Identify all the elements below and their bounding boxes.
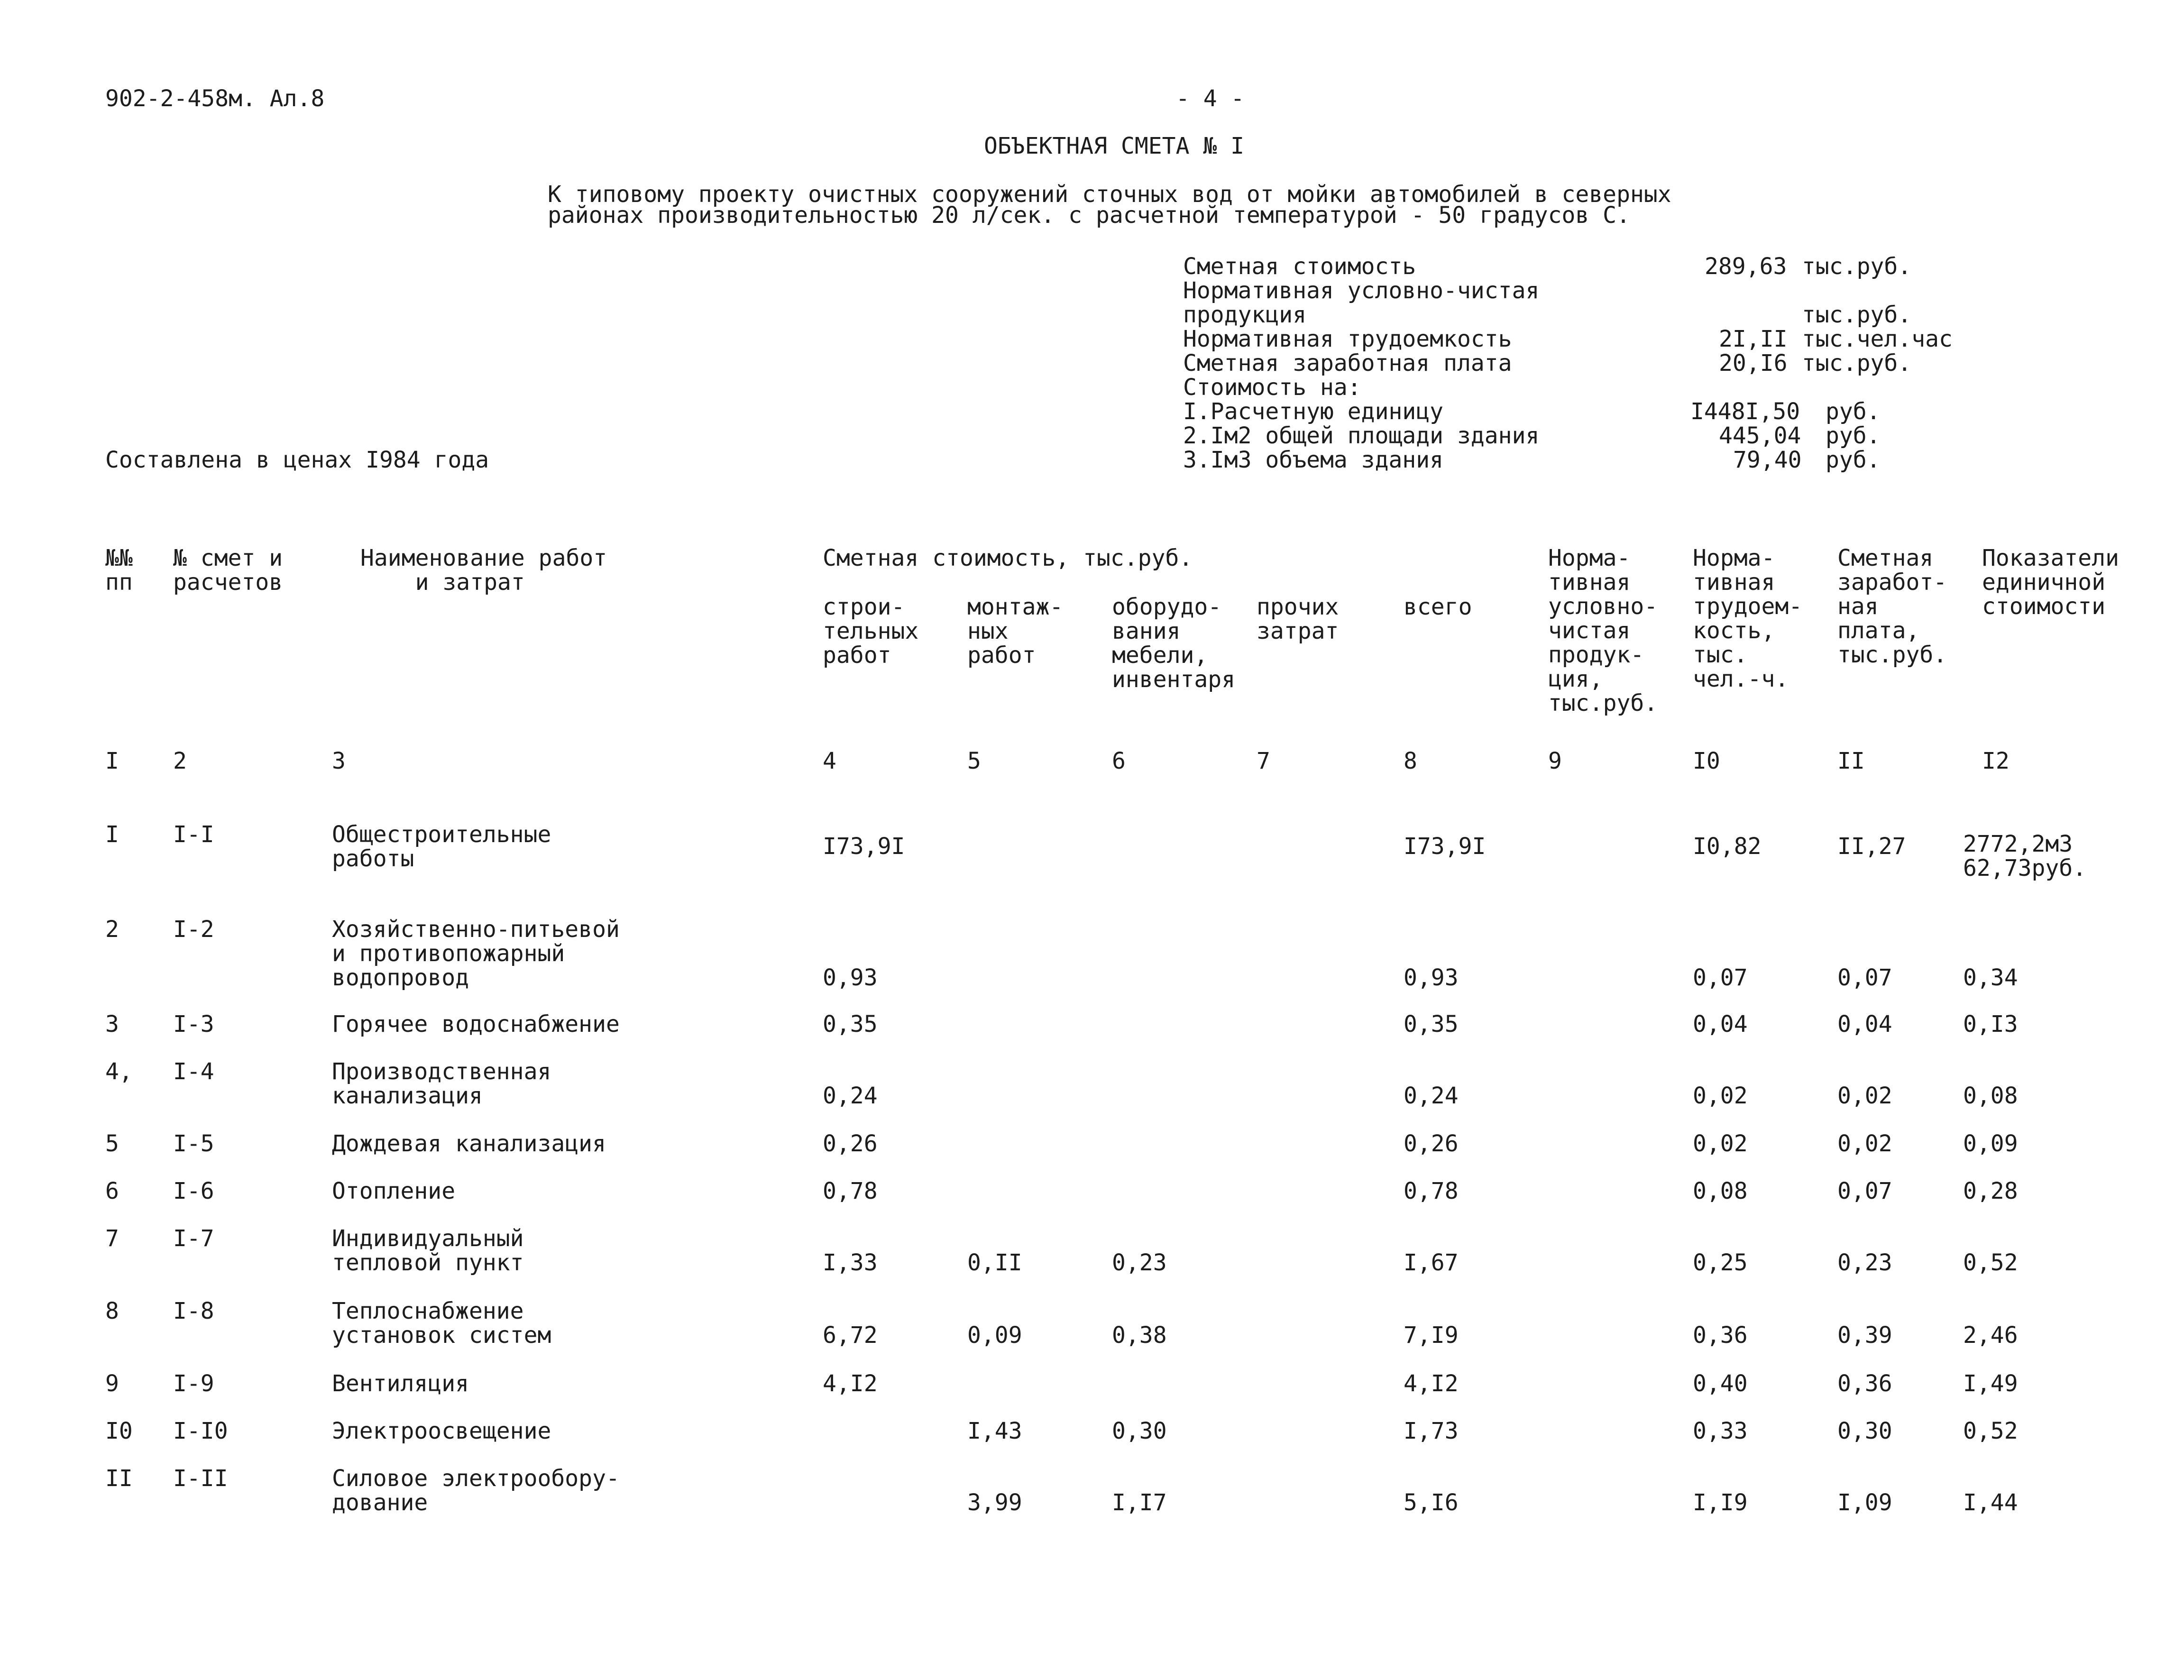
row-unit-indicator: I,44	[1963, 1489, 2018, 1516]
row-wage: 0,02	[1837, 1083, 1892, 1109]
row-work-name: Электроосвещение	[332, 1418, 551, 1444]
summary-product-label: Нормативная условно-чистая продукция	[1183, 277, 1540, 328]
summary-labor-unit: тыс.чел.час	[1802, 326, 1953, 352]
row-unit-indicator: I,49	[1963, 1370, 2018, 1397]
row-construction-cost: I73,9I	[823, 833, 905, 860]
row-wage: II,27	[1837, 833, 1906, 860]
row-wage: 0,30	[1837, 1418, 1892, 1444]
row-estimate-code: I-II	[173, 1465, 228, 1492]
row-labor: 0,02	[1693, 1130, 1748, 1157]
row-labor: 0,07	[1693, 964, 1748, 991]
row-work-name: Силовое электрообору- дование	[332, 1465, 620, 1516]
column-number: 6	[1112, 748, 1126, 774]
row-labor: 0,40	[1693, 1370, 1748, 1397]
column-number: 9	[1548, 748, 1562, 774]
summary-cost-value: 289,63	[1705, 253, 1787, 280]
row-labor: 0,04	[1693, 1011, 1748, 1037]
summary-product-unit: тыс.руб.	[1802, 302, 1912, 328]
row-total-cost: 0,24	[1404, 1083, 1459, 1109]
row-estimate-code: I-9	[173, 1370, 214, 1397]
row-estimate-code: I-I0	[173, 1418, 228, 1444]
row-construction-cost: 0,35	[823, 1011, 878, 1037]
header-col-total: всего	[1404, 594, 1472, 620]
column-number: 3	[332, 748, 346, 774]
row-construction-cost: 4,I2	[823, 1370, 878, 1397]
summary-cost-unit: тыс.руб.	[1802, 253, 1912, 280]
row-labor: 0,08	[1693, 1178, 1748, 1204]
row-number: 8	[105, 1298, 119, 1324]
header-cost-group: Сметная стоимость, тыс.руб.	[823, 545, 1193, 571]
row-number: II	[105, 1465, 133, 1492]
summary-cost-label: Сметная стоимость	[1183, 253, 1416, 280]
row-number: 4,	[105, 1058, 133, 1085]
row-labor: 0,36	[1693, 1322, 1748, 1349]
row-wage: 0,07	[1837, 1178, 1892, 1204]
document-subtitle: К типовому проекту очистных сооружений сточных вод от мойки автомобилей в северных районах производительностью 20 л/сек. с расчетной температурой - 50 градусов С.	[548, 181, 1671, 229]
document-code: 902-2-458м. Ал.8	[105, 85, 325, 112]
summary-unit2-value: 445,04	[1719, 422, 1801, 449]
row-work-name: Производственная канализация	[332, 1058, 551, 1109]
row-total-cost: I73,9I	[1404, 833, 1486, 860]
row-work-name: Вентиляция	[332, 1370, 469, 1397]
row-total-cost: 0,26	[1404, 1130, 1459, 1157]
header-col-construction: строи- тельных работ	[823, 594, 919, 669]
row-number: 3	[105, 1011, 119, 1037]
summary-unit3-value: 79,40	[1733, 447, 1802, 473]
column-number: I0	[1693, 748, 1720, 774]
column-number: II	[1837, 748, 1865, 774]
row-unit-indicator: 2772,2м3 62,73руб.	[1963, 831, 2087, 882]
row-total-cost: 5,I6	[1404, 1489, 1459, 1516]
row-work-name: Хозяйственно-питьевой и противопожарный водопровод	[332, 916, 620, 991]
row-estimate-code: I-I	[173, 821, 214, 848]
page-number: - 4 -	[1176, 85, 1245, 112]
row-unit-indicator: 0,52	[1963, 1249, 2018, 1276]
row-construction-cost: 6,72	[823, 1322, 878, 1349]
summary-wage-label: Сметная заработная плата	[1183, 350, 1512, 376]
header-col-number: №№ пп	[105, 545, 133, 596]
row-construction-cost: 0,24	[823, 1083, 878, 1109]
row-equipment-cost: I,I7	[1112, 1489, 1167, 1516]
row-total-cost: 4,I2	[1404, 1370, 1459, 1397]
row-total-cost: 7,I9	[1404, 1322, 1459, 1349]
header-col-unit-indicators: Показатели единичной стоимости	[1982, 545, 2119, 620]
row-estimate-code: I-4	[173, 1058, 214, 1085]
row-number: 6	[105, 1178, 119, 1204]
row-total-cost: I,67	[1404, 1249, 1459, 1276]
summary-unit1-label: I.Расчетную единицу	[1183, 398, 1444, 425]
row-number: 7	[105, 1225, 119, 1252]
document-title: ОБЪЕКТНАЯ СМЕТА № I	[984, 133, 1245, 159]
column-number: 5	[967, 748, 981, 774]
summary-cost-on-label: Стоимость на:	[1183, 374, 1361, 401]
summary-labor-value: 2I,II	[1719, 326, 1788, 352]
row-number: 5	[105, 1130, 119, 1157]
prices-note: Составлена в ценах I984 года	[105, 447, 489, 473]
summary-unit2-unit: руб.	[1826, 422, 1881, 449]
row-wage: 0,39	[1837, 1322, 1892, 1349]
row-wage: 0,36	[1837, 1370, 1892, 1397]
row-total-cost: I,73	[1404, 1418, 1459, 1444]
row-unit-indicator: 0,28	[1963, 1178, 2018, 1204]
header-col-net-product: Норма- тивная условно- чистая продук- ция, тыс.руб.	[1548, 545, 1658, 716]
header-col-other: прочих затрат	[1257, 594, 1339, 644]
row-unit-indicator: 0,52	[1963, 1418, 2018, 1444]
summary-labor-label: Нормативная трудоемкость	[1183, 326, 1512, 352]
column-number: I	[105, 748, 119, 774]
row-number: 2	[105, 916, 119, 943]
row-wage: 0,23	[1837, 1249, 1892, 1276]
row-work-name: Дождевая канализация	[332, 1130, 606, 1157]
summary-unit3-unit: руб.	[1826, 447, 1881, 473]
header-col-equipment: оборудо- вания мебели, инвентаря	[1112, 594, 1236, 693]
column-number: 2	[173, 748, 187, 774]
row-estimate-code: I-5	[173, 1130, 214, 1157]
row-wage: 0,02	[1837, 1130, 1892, 1157]
row-work-name: Отопление	[332, 1178, 456, 1204]
row-wage: I,09	[1837, 1489, 1892, 1516]
column-number: 8	[1404, 748, 1417, 774]
row-installation-cost: 0,II	[967, 1249, 1022, 1276]
column-number: I2	[1982, 748, 2010, 774]
row-work-name: Теплоснабжение установок систем	[332, 1298, 551, 1349]
row-equipment-cost: 0,23	[1112, 1249, 1167, 1276]
row-number: I0	[105, 1418, 133, 1444]
row-work-name: Общестроительные работы	[332, 821, 551, 872]
row-number: 9	[105, 1370, 119, 1397]
row-work-name: Индивидуальный тепловой пункт	[332, 1225, 524, 1276]
row-labor: 0,02	[1693, 1083, 1748, 1109]
row-labor: 0,33	[1693, 1418, 1748, 1444]
summary-wage-unit: тыс.руб.	[1802, 350, 1912, 376]
row-installation-cost: I,43	[967, 1418, 1022, 1444]
column-number: 7	[1257, 748, 1270, 774]
summary-unit2-label: 2.Iм2 общей площади здания	[1183, 422, 1540, 449]
header-col-installation: монтаж- ных работ	[967, 594, 1064, 669]
row-unit-indicator: 0,34	[1963, 964, 2018, 991]
row-construction-cost: 0,26	[823, 1130, 878, 1157]
row-labor: 0,25	[1693, 1249, 1748, 1276]
header-col-estimate-code: № смет и расчетов	[173, 545, 283, 596]
summary-unit3-label: 3.Iм3 объема здания	[1183, 447, 1444, 473]
summary-wage-value: 20,I6	[1719, 350, 1788, 376]
row-total-cost: 0,78	[1404, 1178, 1459, 1204]
row-wage: 0,04	[1837, 1011, 1892, 1037]
row-estimate-code: I-6	[173, 1178, 214, 1204]
row-estimate-code: I-2	[173, 916, 214, 943]
row-equipment-cost: 0,30	[1112, 1418, 1167, 1444]
row-total-cost: 0,93	[1404, 964, 1459, 991]
row-equipment-cost: 0,38	[1112, 1322, 1167, 1349]
row-work-name: Горячее водоснабжение	[332, 1011, 620, 1037]
row-construction-cost: 0,78	[823, 1178, 878, 1204]
row-estimate-code: I-8	[173, 1298, 214, 1324]
row-unit-indicator: 0,08	[1963, 1083, 2018, 1109]
row-unit-indicator: 0,I3	[1963, 1011, 2018, 1037]
row-installation-cost: 0,09	[967, 1322, 1022, 1349]
column-number: 4	[823, 748, 836, 774]
row-construction-cost: 0,93	[823, 964, 878, 991]
header-col-name: Наименование работ и затрат	[360, 545, 607, 596]
row-construction-cost: I,33	[823, 1249, 878, 1276]
row-labor: I,I9	[1693, 1489, 1748, 1516]
row-wage: 0,07	[1837, 964, 1892, 991]
header-col-labor: Норма- тивная трудоем- кость, тыс. чел.-ч.	[1693, 545, 1803, 692]
row-estimate-code: I-7	[173, 1225, 214, 1252]
row-total-cost: 0,35	[1404, 1011, 1459, 1037]
summary-unit1-unit: руб.	[1826, 398, 1881, 425]
row-installation-cost: 3,99	[967, 1489, 1022, 1516]
row-unit-indicator: 0,09	[1963, 1130, 2018, 1157]
header-col-wage: Сметная заработ- ная плата, тыс.руб.	[1837, 545, 1947, 668]
row-unit-indicator: 2,46	[1963, 1322, 2018, 1349]
row-number: I	[105, 821, 119, 848]
row-estimate-code: I-3	[173, 1011, 214, 1037]
summary-unit1-value: I448I,50	[1690, 398, 1800, 425]
row-labor: I0,82	[1693, 833, 1762, 860]
